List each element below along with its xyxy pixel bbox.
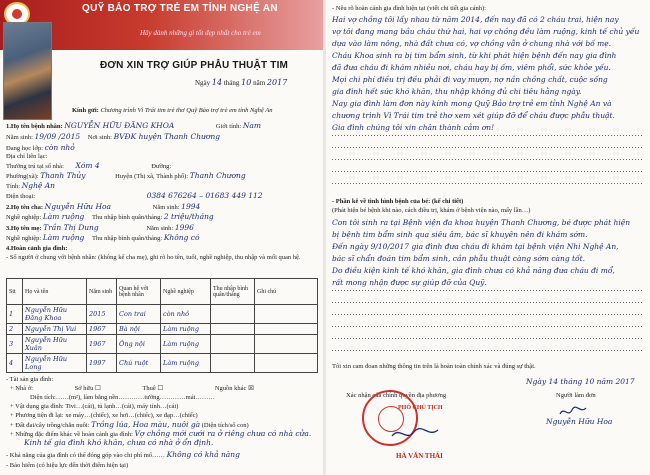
insurance-row: - Bảo hiểm (có hiệu lực đến thời điểm hiện tại) [6, 462, 129, 469]
situation-line: Cháu Khoa sinh ra bị tim bẩm sinh, từ khi phát hiện bệnh đến nay gia đình [332, 51, 617, 60]
situation-line: Hai vợ chồng tôi lấy nhau từ năm 2014, đến nay đã có 2 cháu trai, hiện nay [332, 15, 619, 24]
patient-dob-row: Năm sinh: 19/09 /2015 Nơi sinh: BVĐK huyện Thanh Chương [6, 132, 221, 141]
blank-line [332, 135, 642, 136]
applicant-name: Nguyễn Hữu Hoa [546, 417, 613, 426]
org-name: QUỸ BẢO TRỢ TRẺ EM TỈNH NGHỆ AN [82, 3, 278, 14]
col-yob: Năm sinh [87, 279, 117, 305]
province-row: Tỉnh: Nghệ An [6, 181, 55, 190]
disease-line: Con tôi sinh ra tại Bệnh viện đa khoa huyện Thanh Chương, bé được phát hiện [332, 218, 631, 227]
tools-row: + Vật dụng gia đình: Tivi…(cái), tủ lạnh…(cái), máy tính…(cái) [10, 403, 179, 410]
blank-line [332, 183, 642, 184]
commitment-text: Tôi xin cam đoan những thông tin trên là hoàn toàn chính xác và đúng sự thật. [332, 363, 536, 370]
blank-line [332, 338, 642, 339]
father-job-row: Nghề nghiệp: Làm ruộng Thu nhập bình quân/tháng: 2 triệu/tháng [6, 212, 214, 221]
situation-line: Mọi chi phí điều trị đều phải đi vay mượn, nợ nần chồng chất, cuộc sống [332, 75, 608, 84]
official-signature [390, 424, 440, 442]
addressee: Kính gửi: Chương trình Vì Trái tim trẻ thơ Quỹ Bảo trợ trẻ em tỉnh Nghệ An [72, 107, 273, 114]
blank-line [332, 290, 642, 291]
disease-line: rất mong nhận được sự giúp đỡ của Quỹ. [332, 278, 487, 287]
area-row: Diện tích:……(m²), làm bằng nền…………tường…………mái……… [30, 394, 215, 401]
disease-note: (Phát hiện bé bệnh khi nào, cách điều trị, khám ở bệnh viện nào, mấy lần…) [332, 207, 531, 214]
col-income: Thu nhập bình quân/tháng [211, 279, 255, 305]
col-stt: Stt [7, 279, 23, 305]
situation-line: dựa vào làm nông, nhà đất chưa có, vợ chồng vẫn ở chung nhà với bố mẹ. [332, 39, 612, 48]
disease-line: bị bệnh tim bẩm sinh qua siêu âm, bác sĩ khuyên nên đi khám sớm. [332, 230, 588, 239]
blank-line [332, 159, 642, 160]
col-note: Ghi chú [255, 279, 318, 305]
table-row: 3 Nguyễn Hữu Xuân 1967 Ông nội Làm ruộng [7, 335, 318, 354]
table-header-row [7, 279, 318, 305]
disease-line: Do điều kiện kinh tế khó khăn, gia đình chưa có khả năng đưa cháu đi mổ, [332, 266, 615, 275]
mother-row: 3.Họ tên mẹ: Trần Thị Dung Năm sinh: 1996 [6, 223, 194, 232]
footer-date: Ngày 14 tháng 10 năm 2017 [526, 377, 635, 386]
blank-line [332, 350, 642, 351]
applicant-title: Người làm đơn [556, 392, 596, 399]
blank-line [332, 326, 642, 327]
other-features-text2: Kinh tế gia đình khó khăn, chưa có nhà ở ổn định. [24, 438, 214, 447]
father-row: 2.Họ tên cha: Nguyễn Hữu Hoa Năm sinh: 1994 [6, 202, 201, 211]
blank-line [332, 147, 642, 148]
local-authority-title: Xác nhận của chính quyền địa phương [346, 392, 447, 399]
family-note: - Số người ở chung với bệnh nhân: (không kể cha mẹ), ghi rõ ho tên, tuổi, nghề nghiệp, thu nhập và mối quan hệ. [6, 254, 301, 261]
disease-line: bác sĩ chẩn đoán tim bẩm sinh, cần phẫu thuật càng sớm càng tốt. [332, 254, 586, 263]
applicant-signature [558, 404, 588, 418]
situation-line: gia đình hết sức khó khăn, thu nhập không đủ chi tiêu hằng ngày. [332, 87, 582, 96]
table-row: 1 Nguyễn Hữu Đăng Khoa 2015 Con trai còn nhỏ [7, 305, 318, 324]
situation-line: Gia đình chúng tôi xin chân thành cảm ơn! [332, 123, 495, 132]
patient-name: NGUYỄN HỮU ĐĂNG KHOA [64, 121, 175, 130]
situation-line: chương trình Vì Trái tim trẻ thơ xem xét giúp đỡ để cháu được phẫu thuật. [332, 111, 615, 120]
situation-label: - Nêu rõ hoàn cảnh gia đình hiện tại (viết chi tiết gia cảnh): [332, 5, 486, 12]
form-page-1 [0, 0, 323, 475]
table-row: 4 Nguyễn Hữu Long 1997 Chú ruột Làm ruộng [7, 354, 318, 373]
situation-line: đã đưa cháu đi khám nhiều nơi, cháu hay bị ốm, viêm phổi, sức khỏe yếu. [332, 63, 611, 72]
phone-row: Điện thoại: 0384 676264 – 01683 449 112 [6, 191, 263, 200]
blank-line [332, 314, 642, 315]
form-title: ĐƠN XIN TRỢ GIÚP PHẪU THUẬT TIM [100, 60, 289, 71]
cost-row: - Khả năng của gia đình có thể đóng góp vào chi phí mổ…… Không có khả năng [6, 450, 240, 459]
disease-line: Đến ngày 9/10/2017 gia đình đưa cháu đi khám tại bệnh viện Nhi Nghệ An, [332, 242, 619, 251]
blank-line [332, 171, 642, 172]
house-row: + Nhà ở: Sở hữu ☐ Thuê ☐ Nguồn khác ☒ [10, 385, 254, 392]
ward-row: Phường(xã): Thanh Thủy Huyện (Thị xã, Thành phố): Thanh Chương [6, 171, 246, 180]
col-job: Nghề nghiệp [161, 279, 211, 305]
patient-photo [3, 22, 52, 120]
situation-line: vợ tôi đang mang bầu cháu thứ hai, hai vợ chồng đều làm ruộng, kinh tế chủ yếu [332, 27, 640, 36]
form-date: Ngày 14 tháng 10 năm 2017 [195, 78, 288, 87]
form-page-2 [326, 0, 650, 475]
assets-label: - Tài sản gia đình: [6, 376, 54, 383]
col-relation: Quan hệ với bệnh nhân [117, 279, 161, 305]
patient-name-row: 1.Họ tên bệnh nhân: NGUYỄN HỮU ĐĂNG KHOA Giới tính: Nam [6, 121, 261, 130]
signer-role: PHÓ CHỦ TỊCH [398, 405, 443, 411]
patient-school-row: Đang học lớp: còn nhỏ [6, 143, 75, 152]
address-label: Địa chỉ liên lạc: [6, 153, 48, 160]
slogan: Hãy dành những gì tốt đẹp nhất cho trẻ em [140, 29, 261, 37]
blank-line [332, 302, 642, 303]
land-row: + Đất đai/cây trồng/chăn nuôi: Trồng lúa, Hoa màu, nuôi gà (Diện tích/số con) [10, 420, 249, 429]
official-name: HÀ VĂN THÁI [396, 452, 443, 460]
mother-job-row: Nghề nghiệp: Làm ruộng Thu nhập bình quân/tháng: Không có [6, 233, 200, 242]
other-features-row: + Những đặc điểm khác về hoàn cảnh gia đình: Vợ chồng mới cưới ra ở riêng chưa có nhà cửa. [10, 429, 312, 438]
situation-line: Nay gia đình làm đơn này kính mong Quỹ Bảo trợ trẻ em tỉnh Nghệ An và [332, 99, 612, 108]
vehicles-row: + Phương tiện đi lại: xe máy…(chiếc), xe hơi…(chiếc), xe đạp…(chiếc) [10, 412, 198, 419]
disease-label: - Phần kê về tình hình bệnh của bé: (kể chi tiết) [332, 198, 464, 205]
family-label: 4.Hoàn cảnh gia đình: [6, 245, 68, 252]
col-name: Họ và tên [23, 279, 87, 305]
table-row: 2 Nguyễn Thị Vui 1967 Bà nội Làm ruộng [7, 324, 318, 335]
perm-address-row: Thường trú tại số nhà: Xóm 4 Đường: [6, 161, 172, 170]
family-members-table [6, 278, 318, 373]
